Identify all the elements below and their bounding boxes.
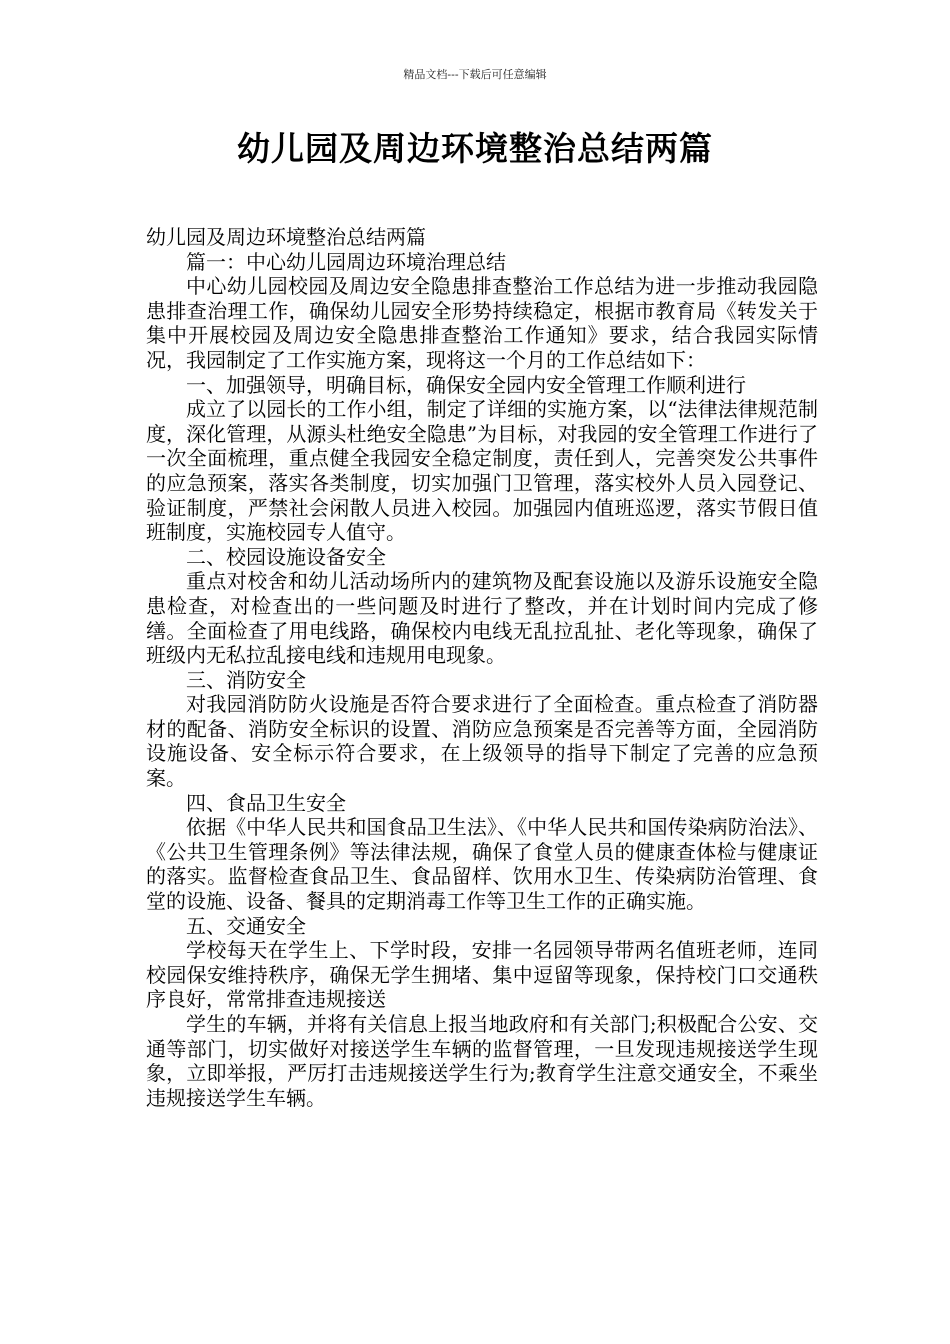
body-paragraph: 中心幼儿园校园及周边安全隐患排查整治工作总结为进一步推动我园隐患排查治理工作，确保幼儿园安全形势持续稳定，根据市教育局《转发关于集中开展校园及周边安全隐患排查整治工作通知》要求，结合我园实际情况，我园制定了工作实施方案，现将这一个月的工作总结如下： <box>146 274 818 372</box>
section-heading: 四、食品卫生安全 <box>186 790 346 815</box>
section-heading: 二、校园设施设备安全 <box>186 544 386 569</box>
body-paragraph: 重点对校舍和幼儿活动场所内的建筑物及配套设施以及游乐设施安全隐患检查，对检查出的一些问题及时进行了整改，并在计划时间内完成了修缮。全面检查了用电线路，确保校内电线无乱拉乱扯、老化等现象，确保了班级内无私拉乱接电线和违规用电现象。 <box>146 569 818 668</box>
body-paragraph: 学校每天在学生上、下学时段，安排一名园领导带两名值班老师，连同校园保安维持秩序，确保无学生拥堵、集中逗留等现象，保持校门口交通秩序良好，常常排查违规接送 <box>146 938 818 1012</box>
body-paragraph: 依据《中华人民共和国食品卫生法》、《中华人民共和国传染病防治法》、《公共卫生管理条例》等法律法规，确保了食堂人员的健康查体检与健康证的落实。监督检查食品卫生、食品留样、饮用水卫生、传染病防治管理、食堂的设施、设备、餐具的定期消毒工作等卫生工作的正确实施。 <box>146 815 818 914</box>
header-note: 精品文档---下载后可任意编辑 <box>403 68 547 81</box>
document-body <box>146 225 818 1110</box>
body-paragraph: 对我园消防防火设施是否符合要求进行了全面检查。重点检查了消防器材的配备、消防安全标识的设置、消防应急预案是否完善等方面，全园消防设施设备、安全标示符合要求，在上级领导的指导下制定了完善的应急预案。 <box>146 692 818 791</box>
section-heading: 一、加强领导，明确目标，确保安全园内安全管理工作顺利进行 <box>186 372 746 397</box>
body-paragraph: 幼儿园及周边环境整治总结两篇 <box>146 225 426 249</box>
body-paragraph: 成立了以园长的工作小组，制定了详细的实施方案，以“法律法律规范制度，深化管理，从源头杜绝安全隐患”为目标，对我园的安全管理工作进行了一次全面梳理，重点健全我园安全稳定制度，责任到人，完善突发公共事件的应急预案，落实各类制度，切实加强门卫管理，落实校外人员入园登记、验证制度，严禁社会闲散人员进入校园。加强园内值班巡逻，落实节假日值班制度，实施校园专人值守。 <box>146 397 818 545</box>
section-heading: 篇一：中心幼儿园周边环境治理总结 <box>186 249 506 274</box>
document-title: 幼儿园及周边环境整治总结两篇 <box>237 129 713 168</box>
body-paragraph: 学生的车辆，并将有关信息上报当地政府和有关部门;积极配合公安、交通等部门，切实做好对接送学生车辆的监督管理，一旦发现违规接送学生现象，立即举报，严厉打击违规接送学生行为;教育学生注意交通安全，不乘坐违规接送学生车辆。 <box>146 1012 818 1110</box>
section-heading: 三、消防安全 <box>186 667 306 692</box>
section-heading: 五、交通安全 <box>186 913 306 938</box>
